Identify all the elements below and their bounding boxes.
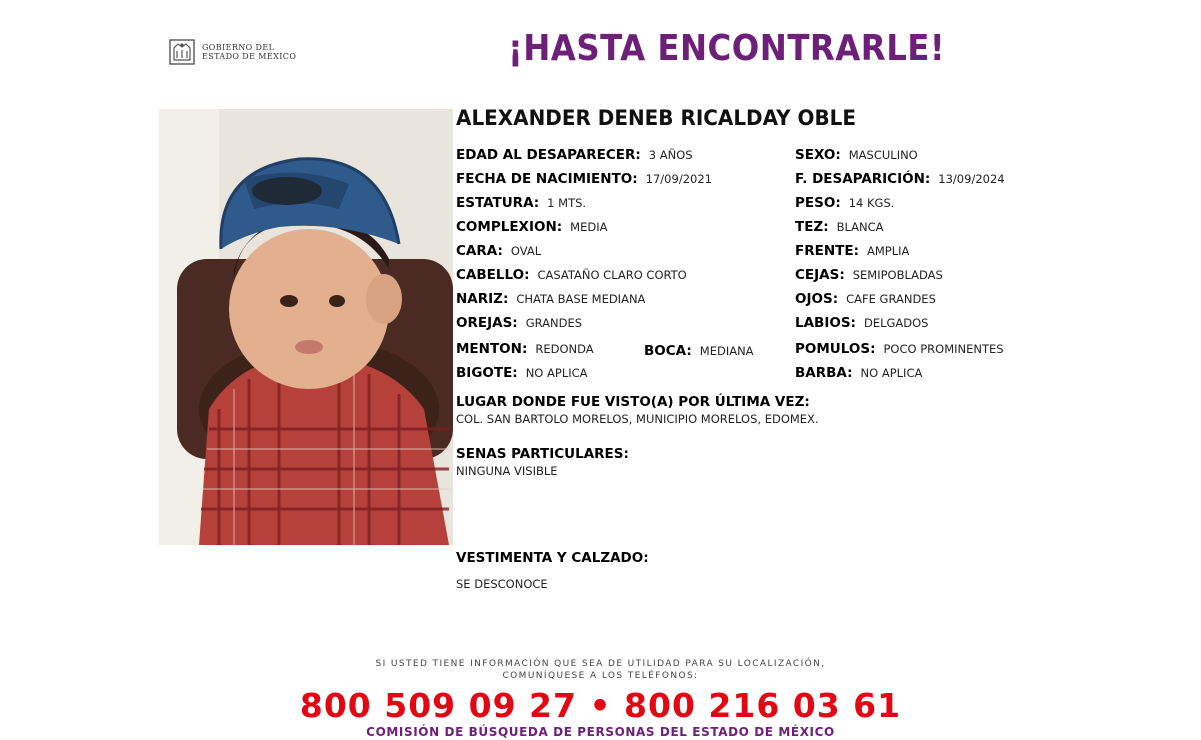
field-label: COMPLEXION:	[456, 219, 563, 235]
marks-value: NINGUNA VISIBLE	[456, 464, 558, 478]
field-value: NO APLICA	[525, 366, 588, 380]
field-row	[795, 171, 1005, 187]
field-label: EDAD AL DESAPARECER:	[456, 147, 641, 163]
field-value: 3 AÑOS	[648, 148, 693, 162]
field-row	[795, 243, 909, 259]
field-value: 13/09/2024	[938, 172, 1005, 186]
field-value: BLANCA	[836, 220, 884, 234]
field-label: BARBA:	[795, 365, 853, 381]
field-row	[795, 315, 928, 331]
clothing-label: VESTIMENTA Y CALZADO:	[456, 550, 649, 566]
footer-info-line-1: SI USTED TIENE INFORMACIÓN QUE SEA DE UTILIDAD PARA SU LOCALIZACIÓN,	[375, 659, 826, 669]
field-row	[456, 243, 541, 259]
field-label: BOCA:	[644, 343, 692, 359]
field-label: TEZ:	[795, 219, 829, 235]
field-value: POCO PROMINENTES	[883, 342, 1004, 356]
field-value: GRANDES	[525, 316, 583, 330]
last-seen-label: LUGAR DONDE FUE VISTO(A) POR ÚLTIMA VEZ:	[456, 394, 810, 410]
clothing-value: SE DESCONOCE	[456, 577, 548, 591]
field-value: OVAL	[510, 244, 542, 258]
field-label: CARA:	[456, 243, 503, 259]
field-boca	[644, 343, 754, 359]
field-label: OREJAS:	[456, 315, 518, 331]
field-row	[456, 195, 586, 211]
field-label: ESTATURA:	[456, 195, 540, 211]
government-logo	[168, 38, 296, 66]
headline: ¡HASTA ENCONTRARLE!	[508, 28, 946, 69]
field-label: OJOS:	[795, 291, 839, 307]
person-name: ALEXANDER DENEB RICALDAY OBLE	[456, 106, 857, 130]
field-row	[456, 267, 687, 283]
field-row	[795, 341, 1004, 357]
field-row	[795, 291, 936, 307]
field-row	[456, 291, 645, 307]
field-label: FECHA DE NACIMIENTO:	[456, 171, 638, 187]
field-value: 17/09/2021	[645, 172, 712, 186]
field-value: NO APLICA	[860, 366, 923, 380]
field-row	[795, 365, 922, 381]
field-label: MENTON:	[456, 341, 528, 357]
field-label: CEJAS:	[795, 267, 845, 283]
field-label: CABELLO:	[456, 267, 530, 283]
field-value: REDONDA	[535, 342, 594, 356]
field-label: LABIOS:	[795, 315, 856, 331]
field-label: F. DESAPARICIÓN:	[795, 171, 931, 187]
field-label: POMULOS:	[795, 341, 876, 357]
field-value: MEDIA	[570, 220, 608, 234]
field-row	[456, 171, 712, 187]
footer-info-line-2: COMUNÍQUESE A LOS TELÉFONOS:	[502, 671, 699, 681]
field-label: NARIZ:	[456, 291, 509, 307]
field-label: BIGOTE:	[456, 365, 518, 381]
field-value: 14 KGS.	[848, 196, 895, 210]
field-value: AMPLIA	[866, 244, 910, 258]
missing-person-photo	[159, 109, 453, 545]
field-row	[795, 219, 884, 235]
logo-line-2: ESTADO DE MÉXICO	[202, 52, 297, 61]
commission-name: COMISIÓN DE BÚSQUEDA DE PERSONAS DEL ESTADO DE MÉXICO	[366, 725, 835, 739]
field-row	[456, 341, 594, 357]
field-row	[456, 315, 582, 331]
field-row	[456, 365, 588, 381]
field-label: SEXO:	[795, 147, 841, 163]
marks-label: SENAS PARTICULARES:	[456, 446, 629, 462]
field-value: MEDIANA	[699, 344, 754, 358]
field-value: 1 MTS.	[547, 196, 587, 210]
field-row	[456, 219, 607, 235]
field-value: CHATA BASE MEDIANA	[516, 292, 646, 306]
last-seen-value: COL. SAN BARTOLO MORELOS, MUNICIPIO MORELOS, EDOMEX.	[456, 412, 819, 426]
coat-of-arms-icon	[168, 38, 196, 66]
field-value: CAFE GRANDES	[846, 292, 936, 306]
field-row	[456, 147, 693, 163]
field-value: SEMIPOBLADAS	[852, 268, 943, 282]
field-row	[795, 147, 918, 163]
field-value: CASATAÑO CLARO CORTO	[537, 268, 687, 282]
field-value: DELGADOS	[863, 316, 929, 330]
field-label: FRENTE:	[795, 243, 859, 259]
phone-numbers: 800 509 09 27 • 800 216 03 61	[299, 686, 902, 725]
field-value: MASCULINO	[848, 148, 918, 162]
field-row	[795, 267, 943, 283]
field-label: PESO:	[795, 195, 841, 211]
logo-line-1: GOBIERNO DEL	[202, 43, 275, 52]
field-row	[795, 195, 894, 211]
